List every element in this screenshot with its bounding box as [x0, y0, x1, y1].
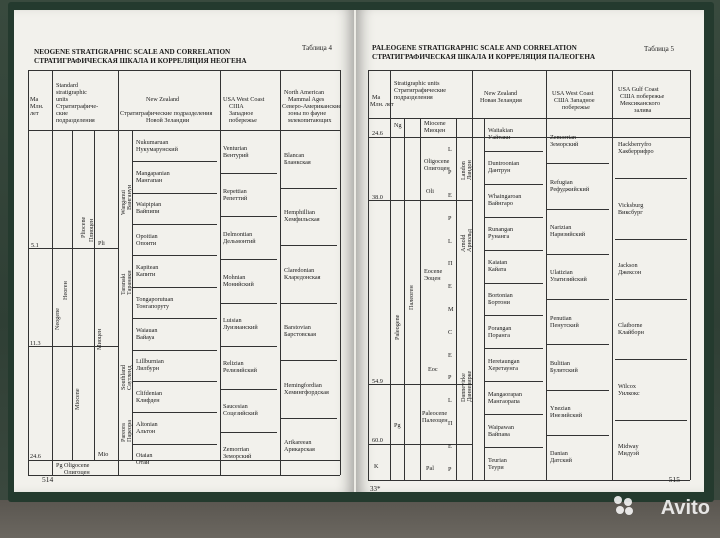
usa-stage-en: Narizian	[550, 224, 572, 232]
nz-stage-ru: Вайнгаро	[488, 200, 513, 208]
rule	[420, 118, 421, 480]
rule	[485, 283, 543, 284]
hdr-na5: млекопитающих	[288, 117, 332, 124]
hdr-gulf: USA Gulf Coast	[618, 86, 659, 93]
usa-stage-ru: Релизийский	[223, 367, 257, 375]
right-title: PALEOGENE STRATIGRAPHIC SCALE AND CORRELATION	[372, 44, 577, 52]
hdr-gulf4: залива	[634, 107, 652, 114]
hdr-std4: Стратиграфиче-	[56, 103, 99, 110]
series-label: Southland	[120, 364, 127, 390]
rule	[132, 130, 133, 460]
usa-stage-en: Zemorrian	[550, 133, 577, 141]
rule	[390, 70, 391, 480]
avito-logo-icon	[614, 496, 634, 516]
rule	[615, 178, 687, 179]
nz-stage-ru: Херетаунга	[488, 364, 518, 372]
nz-stage-en: Altonian	[136, 420, 158, 428]
hdr-std3: подразделения	[394, 94, 433, 101]
nz-stage-en: Whaingaroan	[488, 193, 522, 201]
epoch-label: Миоцен	[96, 328, 103, 350]
hdr-usa4: побережье	[229, 117, 257, 124]
na-stage-en: Barstovian	[284, 324, 311, 332]
rule	[281, 245, 337, 246]
usa-stage-en: Luisian	[223, 317, 242, 325]
nz-stage-ru: Альтон	[136, 427, 156, 435]
usa-stage-ru: Луизианский	[223, 324, 258, 332]
na-stage-en: Arikareean	[284, 439, 312, 447]
rule	[280, 70, 281, 475]
epoch-abbr: Eoc	[428, 366, 438, 373]
rule	[118, 70, 119, 475]
left-title: NEOGENE STRATIGRAPHIC SCALE AND CORRELATION	[34, 48, 231, 56]
stage-letter: P	[448, 214, 452, 222]
usa-stage-en: Penutian	[550, 314, 572, 322]
nz-stage-ru: Нукумарунский	[136, 145, 178, 153]
age-label: 24.6	[30, 453, 41, 460]
rule	[133, 444, 217, 445]
epoch-label: Eocene	[424, 268, 443, 275]
epoch-abbr: Pal	[426, 465, 434, 472]
nz-stage-en: Runangan	[488, 226, 514, 234]
epoch-abbr: Mio	[98, 451, 109, 458]
series-label: Pareora	[120, 423, 127, 442]
nz-stage-ru: Мангаорапа	[488, 397, 520, 405]
nz-stage-en: Nukumaruan	[136, 138, 169, 146]
epoch-label: Миоцен	[424, 127, 446, 134]
nz-stage-en: Clifdenian	[136, 389, 163, 397]
usa-stage-ru: Наризийский	[550, 231, 586, 239]
nz-stage-en: Kapitean	[136, 264, 159, 272]
hdr-usa: USA West Coast	[552, 90, 594, 97]
nz-stage-ru: Мангапан	[136, 177, 163, 185]
hdr-ma: Ma	[372, 94, 381, 101]
nz-stage-ru: Вайпипи	[136, 208, 160, 216]
rule	[485, 381, 543, 382]
right-table-number: Таблица 5	[644, 45, 674, 53]
gulf-stage-en: Claiborne	[618, 322, 643, 330]
epoch-abbr: Oli	[426, 188, 434, 195]
na-stage-en: Claredonian	[284, 266, 315, 274]
series-label: Ландон	[466, 160, 473, 180]
watermark-text: Avito	[660, 497, 710, 519]
rule	[220, 70, 221, 475]
series-label: Вангануи	[126, 184, 133, 210]
age-label: 60.0	[372, 437, 383, 444]
series-label: Таранаки	[126, 270, 133, 295]
rule	[281, 360, 337, 361]
stage-letter: E	[448, 192, 452, 199]
hdr-nz: New Zealand	[146, 96, 180, 103]
nz-stage-ru: Уайтаки	[488, 134, 511, 142]
rule	[615, 299, 687, 300]
hdr-na4: зоны по фауне	[288, 110, 327, 117]
nz-stage-ru: Тонгапоруту	[136, 302, 170, 310]
rule	[485, 217, 543, 218]
usa-stage-en: Saucesian	[223, 403, 248, 411]
usa-stage-ru: Булитский	[550, 366, 578, 374]
stage-letter: E	[448, 283, 452, 291]
rule	[615, 239, 687, 240]
nz-stage-ru: Клифден	[136, 396, 160, 404]
rule	[220, 389, 277, 390]
gulf-stage-en: Vicksburg	[618, 201, 644, 209]
na-stage-en: Blancan	[284, 151, 305, 159]
rule	[28, 460, 340, 461]
hdr-na: North American	[284, 89, 325, 96]
right-page	[356, 10, 704, 492]
rule	[368, 480, 690, 481]
usa-stage-ru: Пенутский	[550, 321, 579, 329]
epoch-label: Oligocene	[64, 462, 90, 469]
nz-stage-en: Porangan	[488, 324, 512, 332]
usa-stage-en: Zemorrian	[223, 446, 250, 454]
epoch-label: Miocene	[74, 388, 81, 410]
epoch-label: Плиоцен	[88, 218, 95, 242]
rule	[615, 359, 687, 360]
stage-letter: L	[448, 397, 452, 405]
gulf-stage-en: Hackberryfro	[618, 141, 652, 149]
hdr-std: Standard	[56, 82, 78, 89]
rule	[368, 200, 472, 201]
left-page	[14, 10, 354, 492]
na-stage-ru: Кларедонская	[284, 273, 321, 281]
hdr-usa2: CIIIA	[229, 103, 244, 110]
stage-letter: P	[448, 465, 452, 473]
left-page-number: 514	[42, 475, 54, 484]
rule	[281, 303, 337, 304]
rule	[547, 390, 609, 391]
gulf-stage-en: Wilcox	[618, 382, 636, 390]
gulf-stage-ru: Джексон	[618, 268, 642, 276]
rule	[28, 70, 340, 71]
epoch-label: Палеоген	[408, 285, 415, 310]
stage-letter: L	[448, 146, 452, 154]
rule	[133, 287, 217, 288]
nz-stage-en: Duntroonian	[488, 160, 520, 168]
gulf-stage-ru: Мидуэй	[618, 449, 640, 457]
nz-stage-ru: Дантрун	[488, 167, 511, 175]
rule	[615, 420, 687, 421]
series-label: Данневирке	[466, 370, 473, 402]
age-label: 11.3	[30, 340, 41, 347]
rule	[485, 250, 543, 251]
usa-stage-ru: Соцезийский	[223, 410, 258, 418]
rule	[547, 299, 609, 300]
hdr-ma-ru: Млн. лет	[370, 101, 394, 108]
rule	[220, 216, 277, 217]
na-stage-ru: Барстовская	[284, 331, 316, 339]
rule	[368, 137, 690, 138]
rule	[404, 118, 405, 480]
epoch-label: Эоцен	[424, 275, 441, 282]
na-stage-en: Hemphillian	[284, 209, 315, 217]
rule	[340, 70, 341, 475]
epoch-label: Paleogene	[394, 314, 401, 340]
rule	[52, 70, 53, 475]
stage-letter: M	[448, 306, 454, 313]
usa-stage-ru: Дельмонтий	[223, 237, 256, 245]
stage-letter: E	[448, 442, 452, 450]
stage-letter: П	[448, 260, 453, 268]
hdr-std2: Стратиграфические	[394, 87, 447, 94]
epoch-abbr: Pg	[56, 462, 63, 469]
hdr-gulf2: США побережье	[620, 93, 665, 100]
hdr-usa: USA West Coast	[223, 96, 265, 103]
series-label: Landon	[460, 161, 467, 180]
gulf-stage-ru: Хакберрифро	[618, 148, 654, 156]
rule	[133, 350, 217, 351]
nz-stage-ru: Бортони	[488, 299, 510, 306]
rule	[133, 224, 217, 225]
epoch-abbr: Pli	[98, 240, 105, 247]
rule	[220, 303, 277, 304]
rule	[281, 418, 337, 419]
rule	[485, 151, 543, 152]
nz-stage-ru: Отаи	[136, 459, 150, 467]
rule	[133, 193, 217, 194]
epoch-label: Pliocene	[80, 216, 87, 238]
usa-stage-en: Relizian	[223, 360, 244, 368]
hdr-usa3: Западное	[229, 110, 254, 117]
gulf-stage-ru: Клайборн	[618, 329, 644, 337]
series-label: Пареора	[126, 420, 133, 442]
stage-letter: E	[448, 351, 452, 359]
rule	[546, 70, 547, 480]
rule	[220, 432, 277, 433]
gulf-stage-ru: Уилкокс	[618, 389, 640, 397]
stage-letter: L	[448, 237, 452, 245]
usa-stage-en: Venturian	[223, 144, 248, 152]
stage-letter: C	[448, 328, 453, 336]
table-surface	[0, 500, 720, 538]
left-table-number: Таблица 4	[302, 44, 332, 52]
rule	[368, 70, 690, 71]
usa-stage-en: Mohnian	[223, 273, 246, 281]
na-stage-ru: Бланкская	[284, 158, 311, 166]
epoch-label: Neogene	[54, 308, 61, 330]
hdr-usa3: побережье	[562, 104, 590, 111]
nz-stage-en: Waiauan	[136, 326, 158, 334]
rule	[547, 254, 609, 255]
nz-stage-ru: Вайпава	[488, 430, 510, 438]
rule	[133, 412, 217, 413]
rule	[485, 414, 543, 415]
hdr-std6: подразделения	[56, 117, 95, 124]
usa-stage-en: Ynezian	[550, 405, 571, 413]
rule	[368, 384, 472, 385]
rule	[28, 248, 118, 249]
na-stage-ru: Арикарская	[284, 446, 315, 454]
hdr-ma-ru2: лет	[30, 110, 39, 117]
left-title-ru: СТРАТИГРАФИЧЕСКАЯ ШКАЛА И КОРРЕЛЯЦИЯ НЕОГЕНА	[34, 57, 247, 65]
rule	[472, 70, 473, 480]
rule	[368, 70, 369, 480]
age-label: 38.0	[372, 194, 383, 201]
hdr-na3: Северо-Американские	[282, 103, 342, 110]
series-label: Wanganui	[120, 190, 127, 215]
nz-stage-en: Kaiatan	[488, 259, 508, 267]
nz-stage-ru: Рунанга	[488, 233, 510, 241]
rule	[28, 130, 340, 131]
epoch-label: Палеоцен	[422, 417, 448, 424]
gulf-stage-en: Midway	[618, 442, 639, 450]
rule	[547, 344, 609, 345]
series-label: Taranaki	[120, 273, 127, 295]
nz-stage-en: Mangaorapan	[488, 390, 523, 398]
series-label: Dannevirke	[460, 373, 467, 402]
rule	[485, 348, 543, 349]
usa-stage-ru: Датский	[550, 457, 572, 465]
stage-letter: П	[448, 420, 453, 427]
usa-stage-ru: Улатизийский	[550, 276, 587, 284]
rule	[28, 346, 118, 347]
signature-mark: 33*	[370, 485, 381, 492]
nz-stage-en: Opoitian	[136, 232, 158, 240]
rule	[547, 435, 609, 436]
series-label: Саутленд	[126, 365, 133, 390]
hdr-nz-ru: Новая Зеландия	[480, 97, 522, 104]
hdr-std5: ские	[56, 110, 68, 117]
rule	[456, 118, 457, 480]
rule	[368, 118, 690, 119]
rule	[547, 163, 609, 164]
usa-stage-ru: Репеттий	[223, 194, 248, 202]
nz-stage-en: Teurian	[488, 456, 507, 464]
usa-stage-en: Danian	[550, 450, 568, 458]
hdr-usa2: США Западное	[554, 97, 595, 104]
series-label: Arnold	[460, 234, 467, 252]
hdr-na2: Mammal Ages	[288, 96, 325, 103]
rule	[485, 447, 543, 448]
usa-stage-en: Repettian	[223, 187, 247, 195]
right-title-ru: СТРАТИГРАФИЧЕСКАЯ ШКАЛА И КОРРЕЛЯЦИЯ ПАЛЕОГЕНА	[372, 53, 596, 61]
epoch-label: Неоген	[62, 281, 69, 300]
epoch-label: Oligocene	[424, 158, 450, 165]
nz-stage-en: Mangapanian	[136, 170, 170, 178]
nz-stage-en: Otaian	[136, 452, 153, 460]
hdr-nz-ru2: Новой Зеландии	[146, 117, 190, 124]
nz-stage-ru: Капити	[136, 271, 156, 279]
rule	[484, 118, 485, 480]
rule	[94, 130, 95, 460]
nz-stage-en: Lillburnian	[136, 358, 164, 366]
nz-stage-ru: Кайата	[488, 266, 507, 274]
na-stage-ru: Хемингфордская	[284, 388, 329, 396]
hdr-std2: stratigraphic	[56, 89, 87, 96]
rule	[133, 161, 217, 162]
epoch-abbr: Ng	[394, 122, 402, 129]
epoch-abbr: K	[374, 463, 379, 470]
epoch-label: Олигоцен	[64, 469, 90, 476]
hdr-ma-ru: Млн.	[30, 103, 44, 110]
rule	[612, 70, 613, 480]
rule	[220, 259, 277, 260]
stage-letter: P	[448, 374, 452, 382]
rule	[133, 318, 217, 319]
rule	[133, 255, 217, 256]
nz-stage-ru: Опоити	[136, 239, 157, 247]
usa-stage-en: Bulitian	[550, 359, 570, 367]
gulf-stage-ru: Виксбург	[618, 208, 643, 216]
rule	[547, 209, 609, 210]
rule	[28, 70, 29, 475]
usa-stage-ru: Земорский	[223, 453, 252, 461]
usa-stage-ru: Земорский	[550, 140, 579, 148]
na-stage-ru: Хемфильская	[284, 216, 320, 224]
usa-stage-ru: Инезийский	[550, 412, 583, 420]
rule	[368, 444, 472, 445]
rule	[220, 346, 277, 347]
rule	[72, 130, 73, 460]
hdr-nz: New Zealand	[484, 90, 518, 97]
hdr-nz-ru: Стратиграфические подразделения	[120, 110, 213, 117]
nz-stage-en: Tongaporutuan	[136, 295, 174, 303]
usa-stage-ru: Монийский	[223, 280, 254, 288]
usa-stage-en: Delmontian	[223, 230, 253, 238]
usa-stage-en: Ulatizian	[550, 269, 573, 277]
epoch-label: Miocene	[424, 120, 446, 127]
usa-stage-ru: Вентурий	[223, 151, 249, 159]
nz-stage-en: Waitakian	[488, 127, 513, 135]
rule	[133, 381, 217, 382]
usa-stage-en: Refugian	[550, 178, 573, 186]
rule	[690, 70, 691, 480]
epoch-abbr: Pg	[394, 422, 401, 429]
rule	[281, 188, 337, 189]
series-label: Арнольд	[466, 229, 473, 252]
nz-stage-ru: Лилбурн	[136, 365, 160, 373]
usa-stage-ru: Рефуджийский	[550, 185, 590, 193]
nz-stage-ru: Вайауа	[136, 333, 155, 341]
epoch-label: Paleocene	[422, 410, 448, 417]
nz-stage-en: Waipawan	[488, 423, 514, 431]
rule	[485, 184, 543, 185]
nz-stage-en: Bortonian	[488, 292, 513, 299]
nz-stage-ru: Поранга	[488, 331, 510, 339]
hdr-std3: units	[56, 96, 69, 103]
epoch-label: Олигоцен	[424, 165, 450, 172]
rule	[220, 173, 277, 174]
na-stage-en: Hemingfordian	[284, 381, 322, 389]
nz-stage-en: Waipipian	[136, 201, 162, 209]
rule	[485, 315, 543, 316]
age-label: 54.9	[372, 378, 383, 385]
hdr-gulf3: Мексиканского	[620, 100, 661, 107]
nz-stage-en: Heretaungan	[488, 357, 520, 365]
hdr-ma: Ma	[30, 96, 39, 103]
right-page-number: 515	[668, 475, 680, 484]
hdr-std: Stratigraphic units	[394, 80, 440, 87]
age-label: 24.6	[372, 130, 383, 137]
stage-letter: P	[448, 169, 452, 177]
nz-stage-ru: Теури	[488, 463, 504, 471]
gulf-stage-en: Jackson	[618, 261, 638, 269]
age-label: 5.1	[31, 242, 39, 249]
